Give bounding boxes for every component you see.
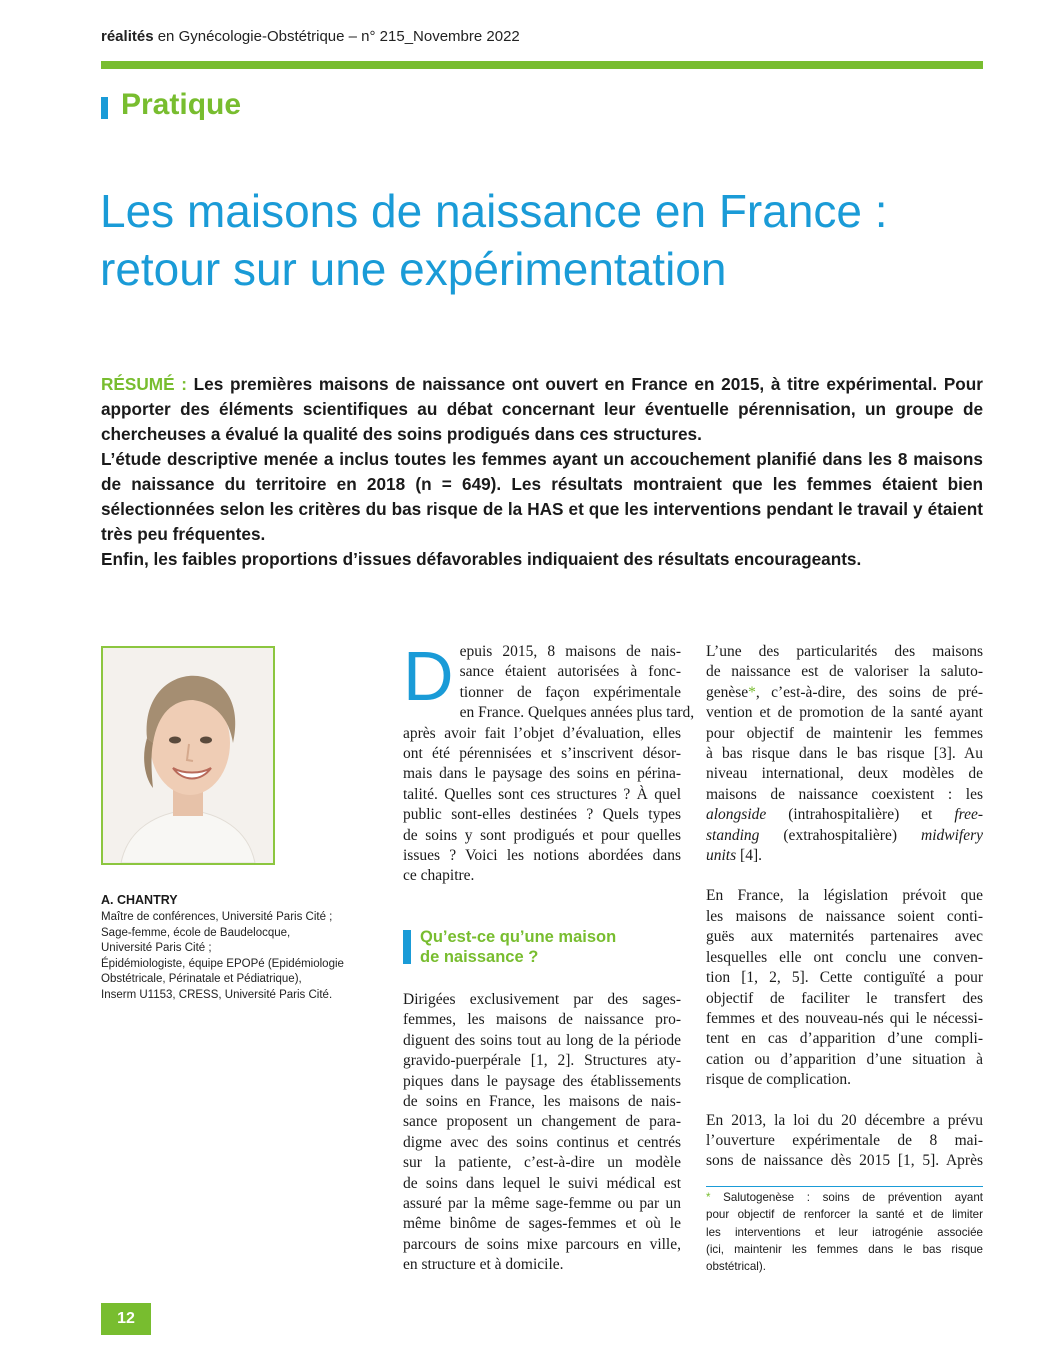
text-line: assuré par la même sage-femme ou par un bbox=[403, 1195, 681, 1213]
drop-cap: D bbox=[403, 637, 454, 715]
text-line: les maisons de naissance soient conti- bbox=[706, 907, 983, 925]
text-line: maisons de naissance coexistent : les bbox=[706, 785, 983, 803]
article-title bbox=[100, 182, 1000, 298]
title-line-1: Les maisons de naissance en France : bbox=[100, 185, 888, 237]
page-number: 12 bbox=[101, 1303, 151, 1335]
text-line: public sont-elles destinées ? Quels types bbox=[403, 806, 681, 824]
abstract-paragraph-3: Enfin, les faibles proportions d’issues défavorables indiquaient des résultats encourageants. bbox=[101, 549, 862, 569]
footnote-line: obstétrical). bbox=[706, 1260, 766, 1274]
text-line bbox=[706, 805, 983, 825]
footnote-marker: * bbox=[748, 683, 756, 701]
text-line: tionner de façon expérimentale bbox=[459, 683, 681, 701]
text-line: sons de naissance dès 2015 [1, 5]. Après bbox=[706, 1152, 983, 1170]
text-line: niveau international, deux modèles de bbox=[706, 765, 983, 783]
term-standing: standing bbox=[706, 826, 760, 844]
subheading-marker bbox=[403, 930, 411, 964]
text-line bbox=[706, 826, 983, 846]
text-line: mais dans le paysage des soins en périna- bbox=[403, 765, 681, 783]
body-paragraph bbox=[403, 990, 681, 1276]
text-line: sance étaient autorisées à fonc- bbox=[459, 663, 681, 681]
footnote-star: * bbox=[706, 1191, 711, 1204]
affiliation-line: Inserm U1153, CRESS, Université Paris Cité. bbox=[101, 988, 333, 1001]
text-line: gravido-puerpérale [1, 2]. Structures aty- bbox=[403, 1052, 681, 1070]
text-line: de soins en France, les maisons de nais- bbox=[403, 1093, 681, 1111]
text-line: femmes et des nouveau-nés qui le nécessi- bbox=[706, 1009, 983, 1027]
footnote-rule bbox=[706, 1186, 983, 1187]
section-marker bbox=[101, 97, 108, 119]
author-portrait-image bbox=[103, 648, 273, 863]
text-line: lesquelles elle ont conclu une conven- bbox=[706, 948, 983, 966]
text-line: à bas risque dans le bas risque [3]. Au bbox=[706, 745, 983, 763]
text-line: issues ? Voici les notions abordées dans bbox=[403, 847, 681, 865]
subheading-line: Qu’est-ce qu’une maison bbox=[420, 928, 617, 946]
section-label: Pratique bbox=[121, 88, 242, 121]
text-line: ce chapitre. bbox=[403, 867, 475, 885]
text-line: talité. Quelles sont ces structures ? À quel bbox=[403, 785, 681, 803]
abstract bbox=[101, 372, 983, 572]
right-column bbox=[706, 642, 983, 1172]
author-affiliation bbox=[101, 910, 371, 1003]
intro-paragraph bbox=[403, 637, 695, 887]
term-midwifery: midwifery bbox=[921, 826, 983, 844]
text-line: vention et de promotion de la santé ayant bbox=[706, 704, 983, 722]
text-line: sance proposent un changement de para- bbox=[403, 1113, 681, 1131]
text-line: L’une des particularités des maisons bbox=[706, 643, 983, 660]
text-fragment: , c’est-à-dire, des soins de pré- bbox=[755, 683, 983, 701]
affiliation-line: Obstétricale, Périnatale et Pédiatrique), bbox=[101, 973, 302, 985]
author-photo bbox=[101, 646, 275, 865]
subheading-line: de naissance ? bbox=[420, 948, 539, 966]
text-line: de soins dans lequel le suivi médical est bbox=[403, 1174, 681, 1192]
text-line: même binôme de sages-femmes et où le bbox=[403, 1215, 681, 1233]
text-line bbox=[706, 846, 983, 866]
author-name: A. CHANTRY bbox=[101, 893, 178, 907]
footnote bbox=[706, 1189, 983, 1275]
text-line: pour objectif de maintenir les femmes bbox=[706, 724, 983, 742]
text-line: piques dans le paysage des établissements bbox=[403, 1072, 681, 1090]
term-units: units bbox=[706, 847, 737, 865]
journal-name: réalités bbox=[101, 28, 154, 45]
text-line: diguent des soins tout au long de la période bbox=[403, 1031, 681, 1049]
text-line bbox=[706, 683, 983, 703]
text-line: digme avec des soins continus et centrés bbox=[403, 1133, 681, 1151]
text-line: l’ouverture expérimentale de 8 mai- bbox=[706, 1131, 983, 1149]
text-line: sur la patiente, c’est-à-dire un modèle bbox=[403, 1154, 681, 1172]
title-line-2: retour sur une expérimentation bbox=[100, 243, 727, 295]
text-line: de soins y sont prodigués et pour quelles bbox=[403, 826, 681, 844]
text-line: femmes, les maisons de naissance pro- bbox=[403, 1011, 681, 1029]
subheading bbox=[420, 927, 616, 967]
text-line: en structure et à domicile. bbox=[403, 1256, 564, 1274]
term-salutogenese: genèse bbox=[706, 683, 749, 701]
text-line: Dirigées exclusivement par des sages- bbox=[403, 991, 681, 1008]
text-line: risque de complication. bbox=[706, 1071, 852, 1089]
text-fragment: [4]. bbox=[736, 847, 762, 865]
text-line: en France. Quelques années plus tard, bbox=[459, 704, 695, 722]
term-alongside: alongside bbox=[706, 806, 767, 824]
text-line: epuis 2015, 8 maisons de nais- bbox=[459, 643, 681, 660]
text-fragment: (extrahospitalière) bbox=[759, 826, 921, 844]
term-free: free- bbox=[954, 806, 983, 824]
abstract-label: RÉSUMÉ : bbox=[101, 374, 187, 394]
text-line: guës aux maternités partenaires avec bbox=[706, 928, 983, 946]
abstract-paragraph-1 bbox=[101, 372, 983, 447]
text-fragment: (intrahospitalière) et bbox=[766, 806, 955, 824]
footnote-line: les interventions et leur iatrogénie associée bbox=[706, 1225, 983, 1239]
footnote-line bbox=[706, 1189, 983, 1206]
paragraph-gap bbox=[706, 1091, 983, 1111]
footnote-line: (ici, maintenir les femmes dans le bas risque bbox=[706, 1242, 983, 1256]
header-rule bbox=[101, 61, 983, 69]
footnote-text: Salutogenèse : soins de prévention ayant bbox=[710, 1191, 983, 1204]
paragraph-gap bbox=[706, 866, 983, 886]
running-header bbox=[101, 28, 520, 45]
issue-info: en Gynécologie-Obstétrique – n° 215_Novembre 2022 bbox=[153, 28, 520, 45]
affiliation-line: Université Paris Cité ; bbox=[101, 942, 212, 954]
text-line: ont été pérennisées et s’inscrivent désor- bbox=[403, 745, 681, 763]
text-line: cation ou d’apparition d’une situation à bbox=[706, 1050, 983, 1068]
text-line: En 2013, la loi du 20 décembre a prévu bbox=[706, 1111, 983, 1129]
text-line: objectif de faciliter le transfert des bbox=[706, 989, 983, 1007]
text-line: tion [1, 2, 5]. Cette contiguïté a pour bbox=[706, 969, 983, 987]
text-line: tent en cas d’apparition d’une compli- bbox=[706, 1030, 983, 1048]
affiliation-line: Maître de conférences, Université Paris Cité ; bbox=[101, 911, 333, 923]
text-line: après avoir fait l’objet d’évaluation, elles bbox=[403, 724, 681, 742]
affiliation-line: Épidémiologiste, équipe EPOPé (Epidémiologie bbox=[101, 957, 344, 970]
text-line: parcours de soins mixe parcours en ville, bbox=[403, 1235, 681, 1253]
abstract-paragraph-2: L’étude descriptive menée a inclus toutes les femmes ayant un accouchement planifié dans les 8 maisons de naissance du territoire en 2018 (n = 649). Les résultats montraient que les femmes étaient bien sélectionnées selon les critères du bas risque de la HAS et que les interventions pendant le travail y étaient très peu fréquentes. bbox=[101, 449, 983, 544]
abstract-text-1: Les premières maisons de naissance ont ouvert en France en 2015, à titre expérimental. Pour apporter des éléments scientifiques au débat concernant leur éventuelle pérennisation, un groupe de chercheuses a évalué la qualité des soins prodigués dans ces structures. bbox=[101, 374, 983, 444]
text-line: En France, la législation prévoit que bbox=[706, 887, 983, 905]
affiliation-line: Sage-femme, école de Baudelocque, bbox=[101, 926, 291, 939]
footnote-line: pour objectif de renforcer la santé et de limiter bbox=[706, 1208, 983, 1222]
text-line: de naissance est de valoriser la saluto- bbox=[706, 663, 983, 681]
